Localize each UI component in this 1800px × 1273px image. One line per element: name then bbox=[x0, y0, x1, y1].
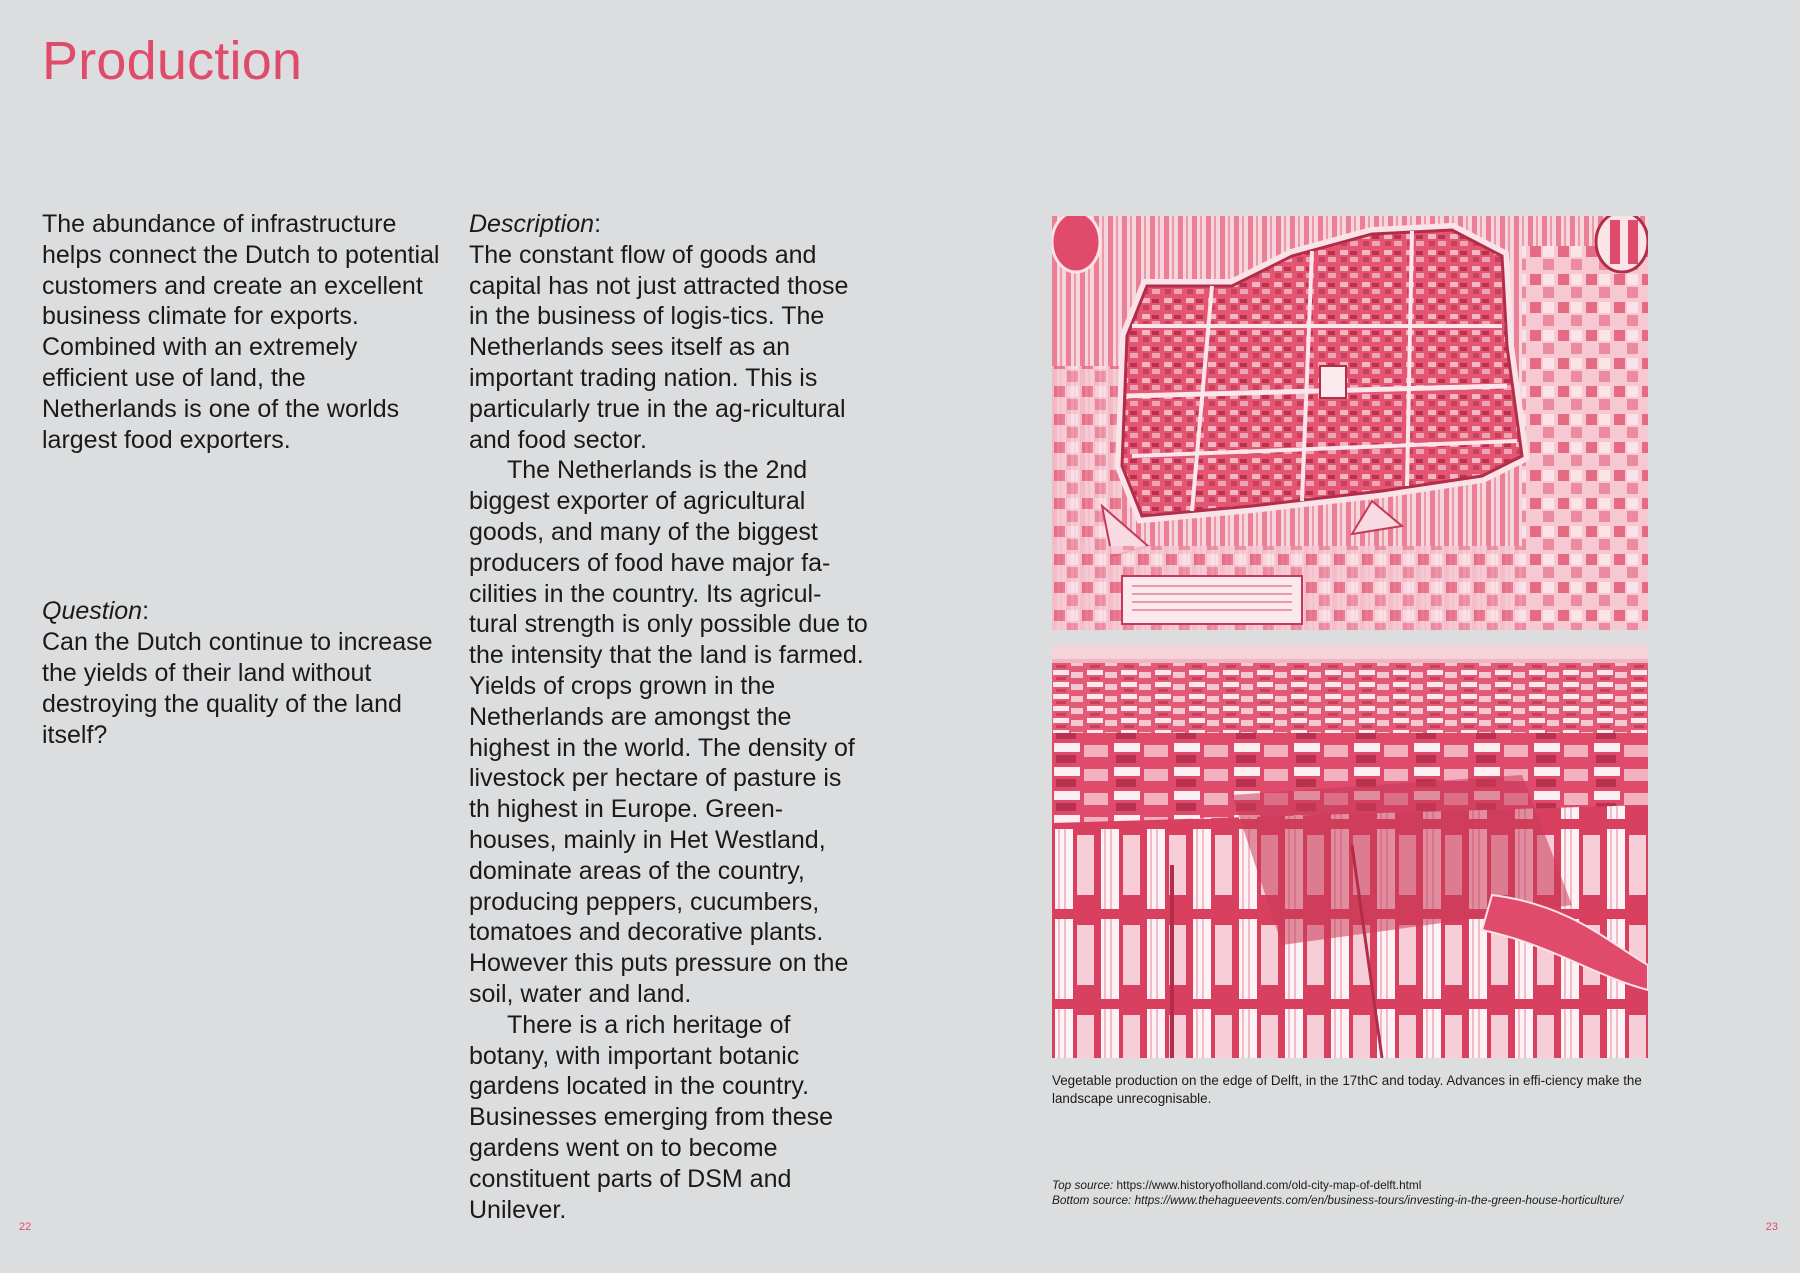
top-source-url: https://www.historyofholland.com/old-city-map-of-delft.html bbox=[1116, 1178, 1422, 1192]
question-text: Can the Dutch continue to increase the yields of their land without destroying the quality of the land itself? bbox=[42, 628, 433, 749]
description-paragraph-1: The constant flow of goods and capital has not just attracted those in the business of logis-tics. The Netherlands sees itself as an important trading nation. This is particularly true in the ag-ricultural and food sector. bbox=[469, 240, 849, 454]
top-source-line bbox=[1052, 1178, 1648, 1193]
question-label: Question bbox=[42, 597, 143, 626]
middle-column bbox=[469, 209, 869, 1225]
bottom-source-url: https://www.thehagueevents.com/en/business-tours/investing-in-the-green-house-horticulture/ bbox=[1134, 1193, 1624, 1207]
description-paragraph-3: There is a rich heritage of botany, with important botanic gardens located in the country. Businesses emerging from these gardens went on to become constituent parts of DSM and Unilever. bbox=[469, 1010, 834, 1224]
greenhouses-illustration bbox=[1052, 645, 1648, 1058]
delft-historic-map-image bbox=[1052, 216, 1648, 630]
question-colon: : bbox=[142, 597, 150, 626]
delft-map-illustration bbox=[1052, 216, 1648, 630]
figure-sources bbox=[1052, 1178, 1648, 1208]
page-number-left: 22 bbox=[19, 1221, 32, 1233]
top-source-label: Top source: bbox=[1052, 1178, 1114, 1192]
intro-paragraph: The abundance of infrastructure helps connect the Dutch to potential customers and create an excellent business climate for exports. Combined with an extremely efficient use of land, the Netherlands is one of the worlds largest food exporters. bbox=[42, 210, 440, 454]
description-colon: : bbox=[594, 210, 602, 238]
bottom-source-label: Bottom source: bbox=[1052, 1193, 1132, 1207]
left-column bbox=[42, 209, 442, 750]
page-title: Production bbox=[42, 31, 303, 91]
description-label: Description bbox=[469, 210, 595, 238]
figure-caption: Vegetable production on the edge of Delft, in the 17thC and today. Advances in effi-ciency make the landscape unrecognisable. bbox=[1052, 1073, 1642, 1106]
description-paragraph-2: The Netherlands is the 2nd biggest exporter of agricultural goods, and many of the biggest producers of food have major fa-cilities in the country. Its agricul-tural strength is only possible due to the intensity that the land is farmed. Yields of crops grown in the Netherlands are amongst the highest in the world. The density of livestock per hectare of pasture is th highest in Europe. Green-houses, mainly in Het Westland, dominate areas of the country, producing peppers, cucumbers, tomatoes and decorative plants. However this puts pressure on the soil, water and land. bbox=[469, 456, 868, 1008]
bottom-source-line bbox=[1052, 1193, 1648, 1208]
description-heading bbox=[469, 209, 869, 240]
question-heading bbox=[42, 596, 442, 627]
page-number-right: 23 bbox=[1765, 1221, 1778, 1233]
westland-greenhouses-aerial-image bbox=[1052, 645, 1648, 1058]
